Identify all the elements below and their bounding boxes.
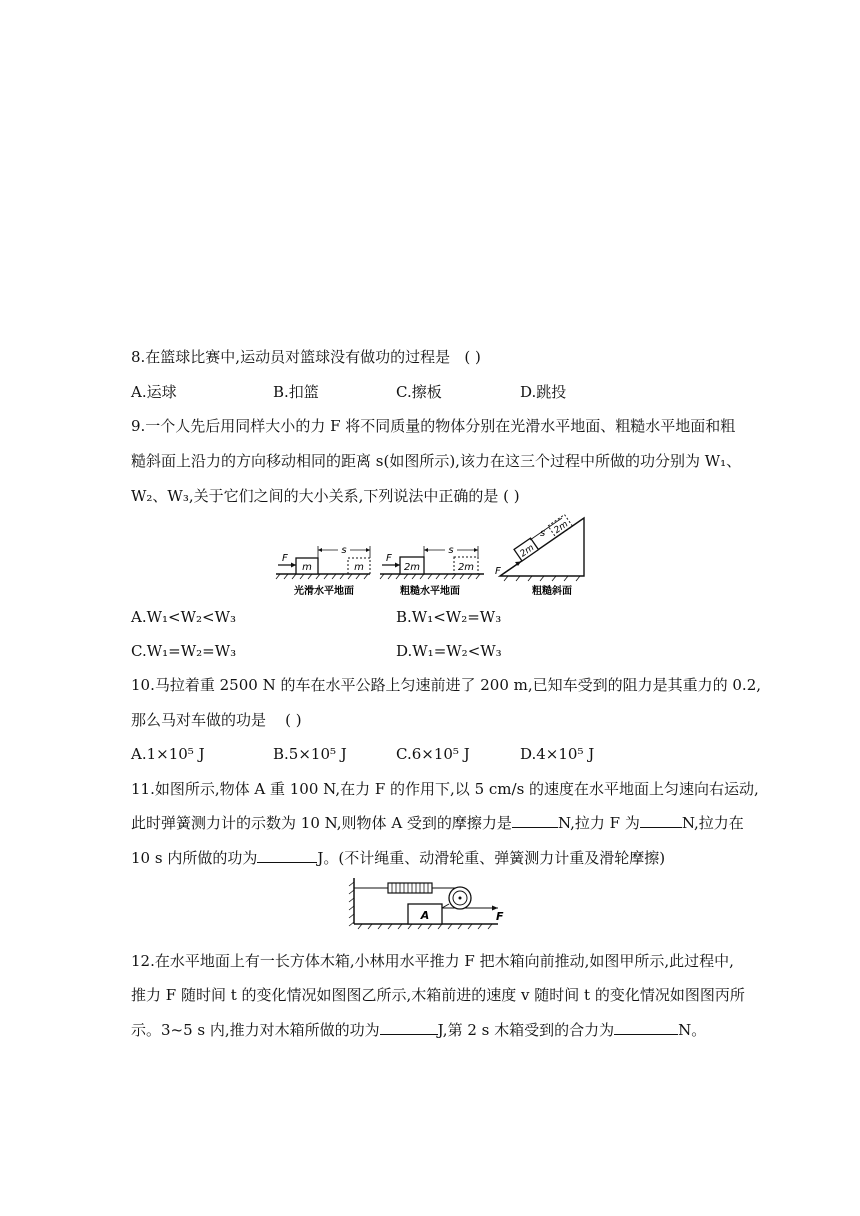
q12-line-3	[131, 1019, 706, 1041]
force-label: F	[282, 553, 288, 564]
q9-figure	[272, 510, 592, 602]
caption-rough: 粗糙水平地面	[400, 586, 460, 597]
q8-stem	[131, 346, 481, 368]
q12-line-3b: J,第 2 s 木箱受到的合力为	[437, 1021, 615, 1039]
q12-line-2: 推力 F 随时间 t 的变化情况如图图乙所示,木箱前进的速度 v 随时间 t 的变化情况如图图丙所	[131, 986, 745, 1004]
q10-option-b: B.5×10⁵ J	[273, 745, 347, 763]
q8-stem-text: 8.在篮球比赛中,运动员对篮球没有做功的过程是	[131, 348, 451, 366]
q8-answer-paren: ( )	[464, 348, 481, 366]
force-label: F	[496, 910, 504, 923]
q9-option-c: C.W₁=W₂=W₃	[131, 642, 237, 660]
q9-panel-incline	[495, 515, 584, 597]
answer-blank[interactable]	[512, 813, 558, 828]
force-label: F	[386, 553, 392, 564]
answer-blank[interactable]	[380, 1020, 438, 1035]
q11-line-2b: N,拉力 F 为	[557, 814, 640, 832]
mass-label: m	[302, 562, 312, 573]
q11-line-3	[131, 847, 665, 869]
q11-line-2c: N,拉力在	[681, 814, 744, 832]
q10-line-2	[131, 709, 302, 731]
answer-blank[interactable]	[614, 1020, 678, 1035]
answer-blank[interactable]	[640, 813, 682, 828]
force-label: F	[495, 566, 501, 577]
q10-option-d: D.4×10⁵ J	[520, 745, 595, 763]
distance-label: s	[448, 545, 454, 556]
answer-blank[interactable]	[257, 848, 317, 863]
q9-line-1: 9.一个人先后用同样大小的力 F 将不同质量的物体分别在光滑水平地面、粗糙水平地面和粗	[131, 417, 736, 435]
q11-line-2a: 此时弹簧测力计的示数为 10 N,则物体 A 受到的摩擦力是	[131, 814, 512, 832]
q11-line-3b: J。(不计绳重、动滑轮重、弹簧测力计重及滑轮摩擦)	[317, 849, 666, 867]
q9-option-d: D.W₁=W₂<W₃	[396, 642, 502, 660]
q8-option-a: A.运球	[131, 383, 177, 401]
q8-option-b: B.扣篮	[273, 383, 319, 401]
q12-line-3c: N。	[678, 1021, 707, 1039]
q9-panel-rough	[380, 545, 484, 597]
mass-label: 2m	[403, 562, 421, 573]
distance-label: s	[341, 545, 347, 556]
caption-incline: 粗糙斜面	[532, 586, 572, 597]
mass-label: m	[354, 562, 364, 573]
q9-option-b: B.W₁<W₂=W₃	[396, 608, 502, 626]
q10-line-1: 10.马拉着重 2500 N 的车在水平公路上匀速前进了 200 m,已知车受到的阻力是其重力的 0.2,	[131, 676, 762, 694]
q11-line-3a: 10 s 内所做的功为	[131, 849, 258, 867]
q9-panel-smooth	[276, 545, 370, 597]
distance-label: s	[540, 528, 546, 539]
mass-label: 2m	[552, 519, 571, 536]
block-label: A	[420, 909, 430, 922]
q12-line-3a: 示。3~5 s 内,推力对木箱所做的功为	[131, 1021, 380, 1039]
q10-answer-paren: ( )	[285, 711, 302, 729]
caption-smooth: 光滑水平地面	[294, 586, 354, 597]
q9-line-3: W₂、W₃,关于它们之间的大小关系,下列说法中正确的是 ( )	[131, 487, 520, 505]
q10-line-2-text: 那么马对车做的功是	[131, 711, 267, 729]
q10-option-c: C.6×10⁵ J	[396, 745, 470, 763]
q11-figure	[348, 874, 518, 932]
q11-line-2	[131, 812, 744, 834]
mass-label: 2m	[457, 562, 475, 573]
mass-label: 2m	[518, 542, 537, 560]
q9-option-a: A.W₁<W₂<W₃	[131, 608, 237, 626]
q11-line-1: 11.如图所示,物体 A 重 100 N,在力 F 的作用下,以 5 cm/s 的速度在水平地面上匀速向右运动,	[131, 780, 759, 798]
q10-option-a: A.1×10⁵ J	[131, 745, 205, 763]
q8-option-c: C.擦板	[396, 383, 442, 401]
q12-line-1: 12.在水平地面上有一长方体木箱,小林用水平推力 F 把木箱向前推动,如图甲所示,此过程中,	[131, 952, 734, 970]
q9-line-2: 糙斜面上沿力的方向移动相同的距离 s(如图所示),该力在这三个过程中所做的功分别为 W₁、	[131, 452, 742, 470]
q8-option-d: D.跳投	[520, 383, 567, 401]
